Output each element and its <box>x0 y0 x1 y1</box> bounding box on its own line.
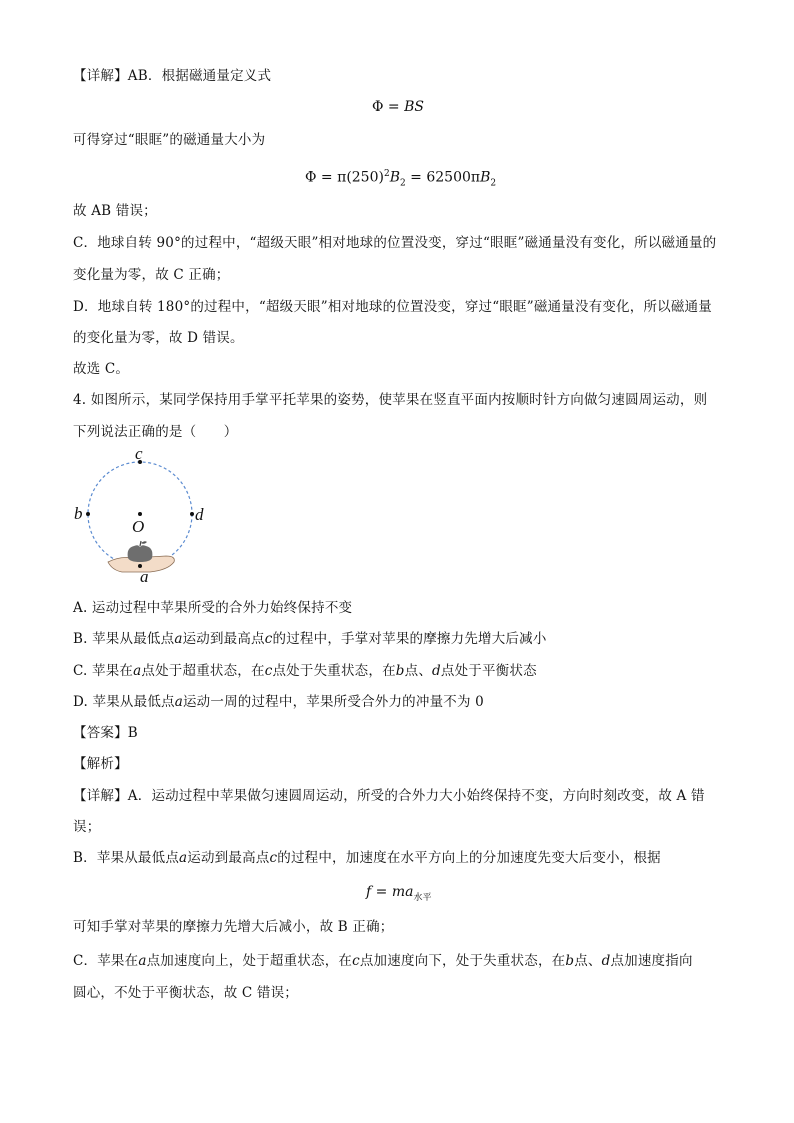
text-line: D．地球自转 180°的过程中，“超级天眼”相对地球的位置没变，穿过“眼眶”磁通量没有变化，所以磁通量 <box>73 299 712 315</box>
point-b <box>86 512 90 516</box>
formula-friction: $f = ma_{水平}$ <box>366 884 432 903</box>
option-B: B. 苹果从最低点a运动到最高点c的过程中，手掌对苹果的摩擦力先增大后减小 <box>73 631 547 647</box>
text-line: 变化量为零，故 C 正确； <box>73 267 230 283</box>
formula-flux-definition: Φ = BS <box>372 99 425 115</box>
question-4-stem: 4. 如图所示，某同学保持用手掌平托苹果的姿势，使苹果在竖直平面内按顺时针方向做匀速圆周运动，则 <box>73 392 708 408</box>
text-line: 的变化量为零，故 D 错误。 <box>73 330 244 346</box>
explanation-line: C．苹果在a点加速度向上，处于超重状态，在c点加速度向下，处于失重状态，在b点、d点加速度指向 <box>73 953 693 969</box>
circular-motion-figure <box>70 440 220 590</box>
question-4-stem: 下列说法正确的是（ ） <box>73 424 238 440</box>
option-D: D. 苹果从最低点a运动一周的过程中，苹果所受合外力的冲量不为 0 <box>73 694 484 710</box>
label-O: O <box>132 517 145 536</box>
point-O <box>138 512 142 516</box>
label-b: b <box>74 504 83 523</box>
option-A: A. 运动过程中苹果所受的合外力始终保持不变 <box>73 600 353 616</box>
text-line: 可得穿过“眼眶”的磁通量大小为 <box>73 132 266 148</box>
analysis-heading: 【解析】 <box>73 756 128 772</box>
explanation-line: 可知手掌对苹果的摩擦力先增大后减小，故 B 正确； <box>73 919 394 935</box>
text-line: 故选 C。 <box>73 361 130 377</box>
apple-icon <box>128 541 153 562</box>
text-line: 【详解】AB．根据磁通量定义式 <box>73 68 272 84</box>
explanation-line: 圆心，不处于平衡状态，故 C 错误； <box>73 985 299 1001</box>
text-line: C．地球自转 90°的过程中，“超级天眼”相对地球的位置没变，穿过“眼眶”磁通量没有变化，所以磁通量的 <box>73 235 717 251</box>
label-d: d <box>195 505 204 524</box>
formula-flux-value: $\Phi = \pi(250)^2B_2 = 62500\pi B_2$ <box>305 169 497 189</box>
label-a: a <box>140 567 149 586</box>
label-c: c <box>135 444 143 463</box>
option-C: C. 苹果在a点处于超重状态，在c点处于失重状态，在b点、d点处于平衡状态 <box>73 663 537 679</box>
explanation-line: 误； <box>73 819 101 835</box>
point-d <box>190 512 194 516</box>
answer: 【答案】B <box>73 725 138 741</box>
explanation-line: B．苹果从最低点a运动到最高点c的过程中，加速度在水平方向上的分加速度先变大后变小，根据 <box>73 850 661 866</box>
explanation-line: 【详解】A．运动过程中苹果做匀速圆周运动，所受的合外力大小始终保持不变，方向时刻改变，故 A 错 <box>73 788 705 804</box>
text-line: 故 AB 错误； <box>73 203 157 219</box>
